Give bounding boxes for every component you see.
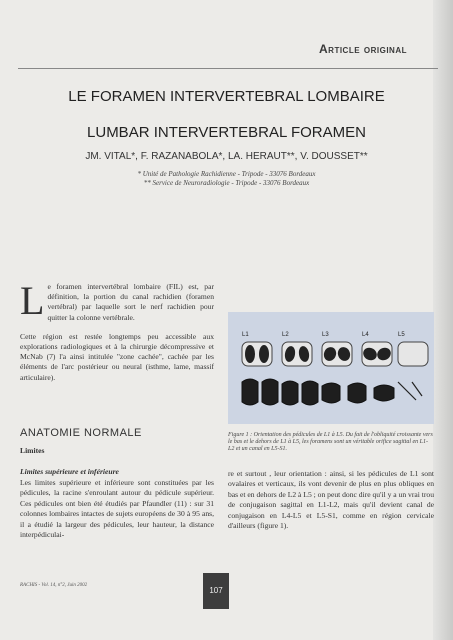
intro-paragraph-1: Le foramen intervertébral lombaire (FIL) est, par définition, la portion du canal rachidien (foramen vertébral) par laquelle sort le nerf rachidien pour quitter la colonne vertébrale. xyxy=(20,278,214,323)
section-heading: ANATOMIE NORMALE xyxy=(20,427,142,439)
label-l1: L1 xyxy=(242,332,249,338)
affiliation-1: * Unité de Pathologie Rachidienne - Tripode - 33076 Bordeaux xyxy=(137,170,316,178)
label-l5: L5 xyxy=(398,332,405,338)
header-rule xyxy=(18,68,438,69)
figure-caption: Figure 1 : Orientation des pédicules de L1 à L5. Du fait de l'obliquité croissante vers le bas et le dehors de L1 à L5, les foramens sont un véritable orifice sagittal en L1-L2 et un canal en L5-S1. xyxy=(228,432,433,453)
right-body-text: re et surtout , leur orientation : ainsi, si les pédicules de L1 sont ovalaires et verticaux, ils vont devenir de plus en plus obliques en bas et en dehors de L2 à L5 ; on peut donc dire qu'il y a un vrai trou de conjugaison sagittal en L1-L2, mais qu'il devient canal de conjugaison en L4-L5 et L5-S1, comme en région cervicale d'ailleurs (figure 1). xyxy=(228,469,434,531)
affiliation-2: ** Service de Neuroradiologie - Tripode - 33076 Bordeaux xyxy=(143,179,310,187)
label-l3: L3 xyxy=(322,332,329,338)
vertebrae-illustration xyxy=(228,312,434,424)
intro-column xyxy=(20,278,214,392)
article-type-header: Article original xyxy=(319,42,407,56)
title-french: LE FORAMEN INTERVERTEBRAL LOMBAIRE xyxy=(68,88,385,105)
left-body-text: Les limites supérieure et inférieure sont constituées par les pédicules, la racine s'enroulant autour du pédicule supérieur. Ces pédicules ont bien été étudiés par Pfaundler (11) : sur 31 colonnes lombaires intactes de sujets européens de 30 à 95 ans, il a étudié la largeur des pédicules, leur hauteur, la distance interpédiculai- xyxy=(20,478,214,540)
authors: JM. VITAL*, F. RAZANABOLA*, LA. HERAUT**, V. DOUSSET** xyxy=(85,151,368,162)
intro-paragraph-2: Cette région est restée longtemps peu accessible aux explorations radiologiques et à la chirurgie décompressive et McNab (7) l'a ainsi intitulée "zone cachée", cachée par les éléments de l'arc postérieur ou neural (isthme, lame, massif articulaire). xyxy=(20,331,214,382)
subsection-heading: Limites xyxy=(20,446,45,455)
page-number: 107 xyxy=(203,573,229,609)
subsubsection-heading: Limites supérieure et inférieure xyxy=(20,467,119,476)
title-english: LUMBAR INTERVERTEBRAL FORAMEN xyxy=(87,124,366,141)
drop-cap: L xyxy=(20,278,45,323)
figure-1 xyxy=(228,312,434,424)
journal-footer: RACHIS - Vol. 14, n°2, Juin 2002 xyxy=(20,583,88,588)
label-l4: L4 xyxy=(362,332,369,338)
label-l2: L2 xyxy=(282,332,289,338)
